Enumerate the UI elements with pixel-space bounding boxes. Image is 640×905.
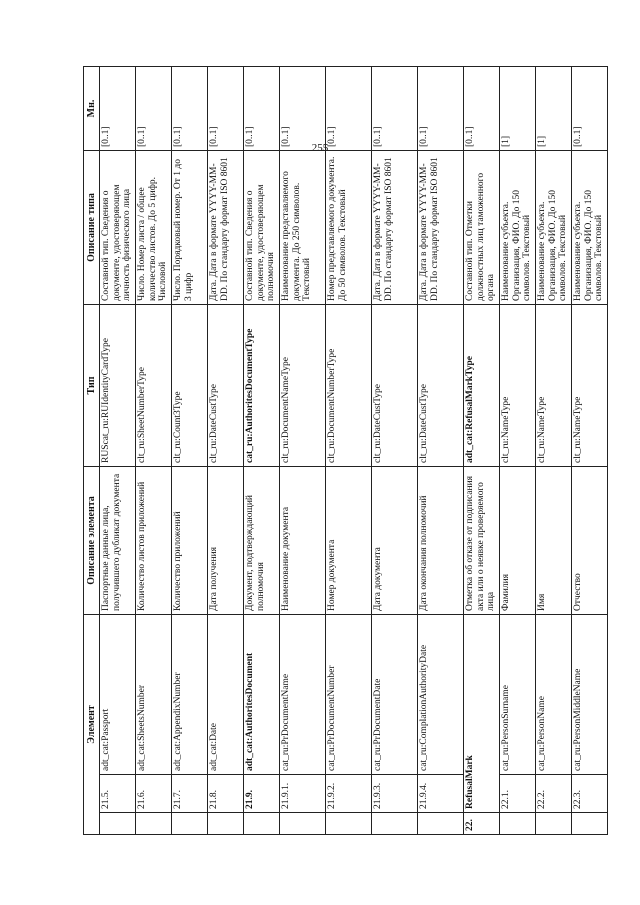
- type-description: Наименование представляемого документа. До 250 символов. Текстовый: [280, 150, 326, 304]
- element-description: Имя: [536, 466, 572, 614]
- table-row: [500, 66, 536, 834]
- table-row: [136, 66, 172, 834]
- element-name: cat_ru:ComplationAuthorityDate: [418, 614, 464, 774]
- multiplicity: [1]: [500, 66, 536, 150]
- indent-cell: [172, 813, 208, 835]
- element-description: Отчество: [572, 466, 608, 614]
- row-number: 21.9.2.: [326, 775, 372, 813]
- element-description: Наименование документа: [280, 466, 326, 614]
- element-description: Количество приложений: [172, 466, 208, 614]
- element-name: cat_ru:PersonSurname: [500, 614, 536, 774]
- type-name: clt_ru:NameType: [536, 304, 572, 466]
- element-name: adt_cat:Passport: [100, 614, 136, 774]
- header-type-desc: Описание типа: [84, 150, 100, 304]
- rotated-page: [83, 67, 605, 835]
- multiplicity: [0..1]: [208, 66, 244, 150]
- table-row: [208, 66, 244, 834]
- multiplicity: [0..1]: [572, 66, 608, 150]
- element-name: adt_cat:AppendixNumber: [172, 614, 208, 774]
- element-name: RefusalMark: [464, 614, 500, 812]
- type-description: Дата. Дата в формате YYYY-MM-DD. По стандарту формат ISO 8601: [418, 150, 464, 304]
- multiplicity: [1]: [536, 66, 572, 150]
- element-name: cat_ru:PersonName: [536, 614, 572, 774]
- type-name: clt_ru:NameType: [500, 304, 536, 466]
- table-row: [572, 66, 608, 834]
- type-description: Составной тип. Сведения о документе, удостоверяющем полномочия: [244, 150, 280, 304]
- type-name: clt_ru:DateCustType: [372, 304, 418, 466]
- element-description: Отметка об отказе от подписания акта или о неявке проверяемого лица: [464, 466, 500, 614]
- element-name: cat_ru:PrDocumentNumber: [326, 614, 372, 774]
- element-description: Документ, подтверждающий полномочия: [244, 466, 280, 614]
- row-number: 21.7.: [172, 775, 208, 813]
- element-spec-table: [83, 66, 608, 835]
- table-row: [464, 66, 500, 834]
- element-description: Дата получения: [208, 466, 244, 614]
- element-description: Количество листов приложений: [136, 466, 172, 614]
- type-description: Наименование субъекта. Организация, ФИО. До 150 символов. Текстовый: [500, 150, 536, 304]
- type-name: clt_ru:Count3Type: [172, 304, 208, 466]
- header-multiplicity: Мн.: [84, 66, 100, 150]
- type-description: Дата. Дата в формате YYYY-MM-DD. По стандарту формат ISO 8601: [372, 150, 418, 304]
- type-description: Составной тип. Отметки должностных лиц таможенного органа: [464, 150, 500, 304]
- multiplicity: [0..1]: [464, 66, 500, 150]
- multiplicity: [0..1]: [326, 66, 372, 150]
- element-name: adt_cat:SheetsNumber: [136, 614, 172, 774]
- row-number: 21.9.1.: [280, 775, 326, 813]
- indent-cell: [326, 813, 372, 835]
- type-name: clt_ru:DocumentNumberType: [326, 304, 372, 466]
- table-header-row: [84, 66, 100, 834]
- indent-cell: [536, 813, 572, 835]
- element-description: Паспортные данные лица, получившего дубликат документа: [100, 466, 136, 614]
- multiplicity: [0..1]: [172, 66, 208, 150]
- row-number: 21.9.4.: [418, 775, 464, 813]
- indent-cell: [208, 813, 244, 835]
- type-name: clt_ru:DateCustType: [418, 304, 464, 466]
- row-number: 22.3.: [572, 775, 608, 813]
- element-description: Номер документа: [326, 466, 372, 614]
- multiplicity: [0..1]: [418, 66, 464, 150]
- header-element-desc: Описание элемента: [84, 466, 100, 614]
- table-row: [418, 66, 464, 834]
- type-name: clt_ru:DocumentNameType: [280, 304, 326, 466]
- multiplicity: [0..1]: [136, 66, 172, 150]
- row-number: 22.: [464, 813, 500, 835]
- row-number: 22.2.: [536, 775, 572, 813]
- type-description: Число. Номер листа / общее количество листов. До 5 цифр. Числовой: [136, 150, 172, 304]
- row-number: 21.9.3.: [372, 775, 418, 813]
- type-name: clt_ru:NameType: [572, 304, 608, 466]
- table-row: [244, 66, 280, 834]
- multiplicity: [0..1]: [280, 66, 326, 150]
- indent-cell: [100, 813, 136, 835]
- type-name: clt_ru:SheetNumberType: [136, 304, 172, 466]
- type-name: adt_cat:RefusalMarkType: [464, 304, 500, 466]
- type-description: Номер представляемого документа. До 50 символов. Текстовый: [326, 150, 372, 304]
- table-row: [536, 66, 572, 834]
- indent-cell: [500, 813, 536, 835]
- page-number: 255: [311, 142, 329, 154]
- header-type: Тип: [84, 304, 100, 466]
- element-name: cat_ru:PersonMiddleName: [572, 614, 608, 774]
- multiplicity: [0..1]: [372, 66, 418, 150]
- type-name: RUScat_ru:RUIdentityCardType: [100, 304, 136, 466]
- table-body: [100, 66, 608, 834]
- indent-cell: [244, 813, 280, 835]
- table-row: [280, 66, 326, 834]
- indent-cell: [280, 813, 326, 835]
- table-row: [326, 66, 372, 834]
- type-description: Наименование субъекта. Организация, ФИО. До 150 символов. Текстовый: [536, 150, 572, 304]
- element-description: Фамилия: [500, 466, 536, 614]
- row-number: 21.6.: [136, 775, 172, 813]
- row-number: 21.8.: [208, 775, 244, 813]
- type-name: cat_ru:AuthoritesDocumentType: [244, 304, 280, 466]
- header-element: Элемент: [84, 614, 100, 834]
- indent-cell: [136, 813, 172, 835]
- type-description: Составной тип. Сведения о документе, удостоверяющем личность физического лица: [100, 150, 136, 304]
- element-name: adt_cat:Date: [208, 614, 244, 774]
- row-number: 21.5.: [100, 775, 136, 813]
- indent-cell: [372, 813, 418, 835]
- element-name: cat_ru:PrDocumentDate: [372, 614, 418, 774]
- row-number: 22.1.: [500, 775, 536, 813]
- table-row: [172, 66, 208, 834]
- indent-cell: [418, 813, 464, 835]
- multiplicity: [0..1]: [244, 66, 280, 150]
- element-description: Дата документа: [372, 466, 418, 614]
- table-row: [100, 66, 136, 834]
- row-number: 21.9.: [244, 775, 280, 813]
- type-description: Наименование субъекта. Организация, ФИО. До 150 символов. Текстовый: [572, 150, 608, 304]
- multiplicity: [0..1]: [100, 66, 136, 150]
- type-description: Дата. Дата в формате YYYY-MM-DD. По стандарту формат ISO 8601: [208, 150, 244, 304]
- type-description: Число. Порядковый номер. От 1 до 3 цифр: [172, 150, 208, 304]
- type-name: clt_ru:DateCustType: [208, 304, 244, 466]
- indent-cell: [572, 813, 608, 835]
- table-row: [372, 66, 418, 834]
- element-name: cat_ru:PrDocumentName: [280, 614, 326, 774]
- element-description: Дата окончания полномочий: [418, 466, 464, 614]
- element-name: adt_cat:AuthoritesDocument: [244, 614, 280, 774]
